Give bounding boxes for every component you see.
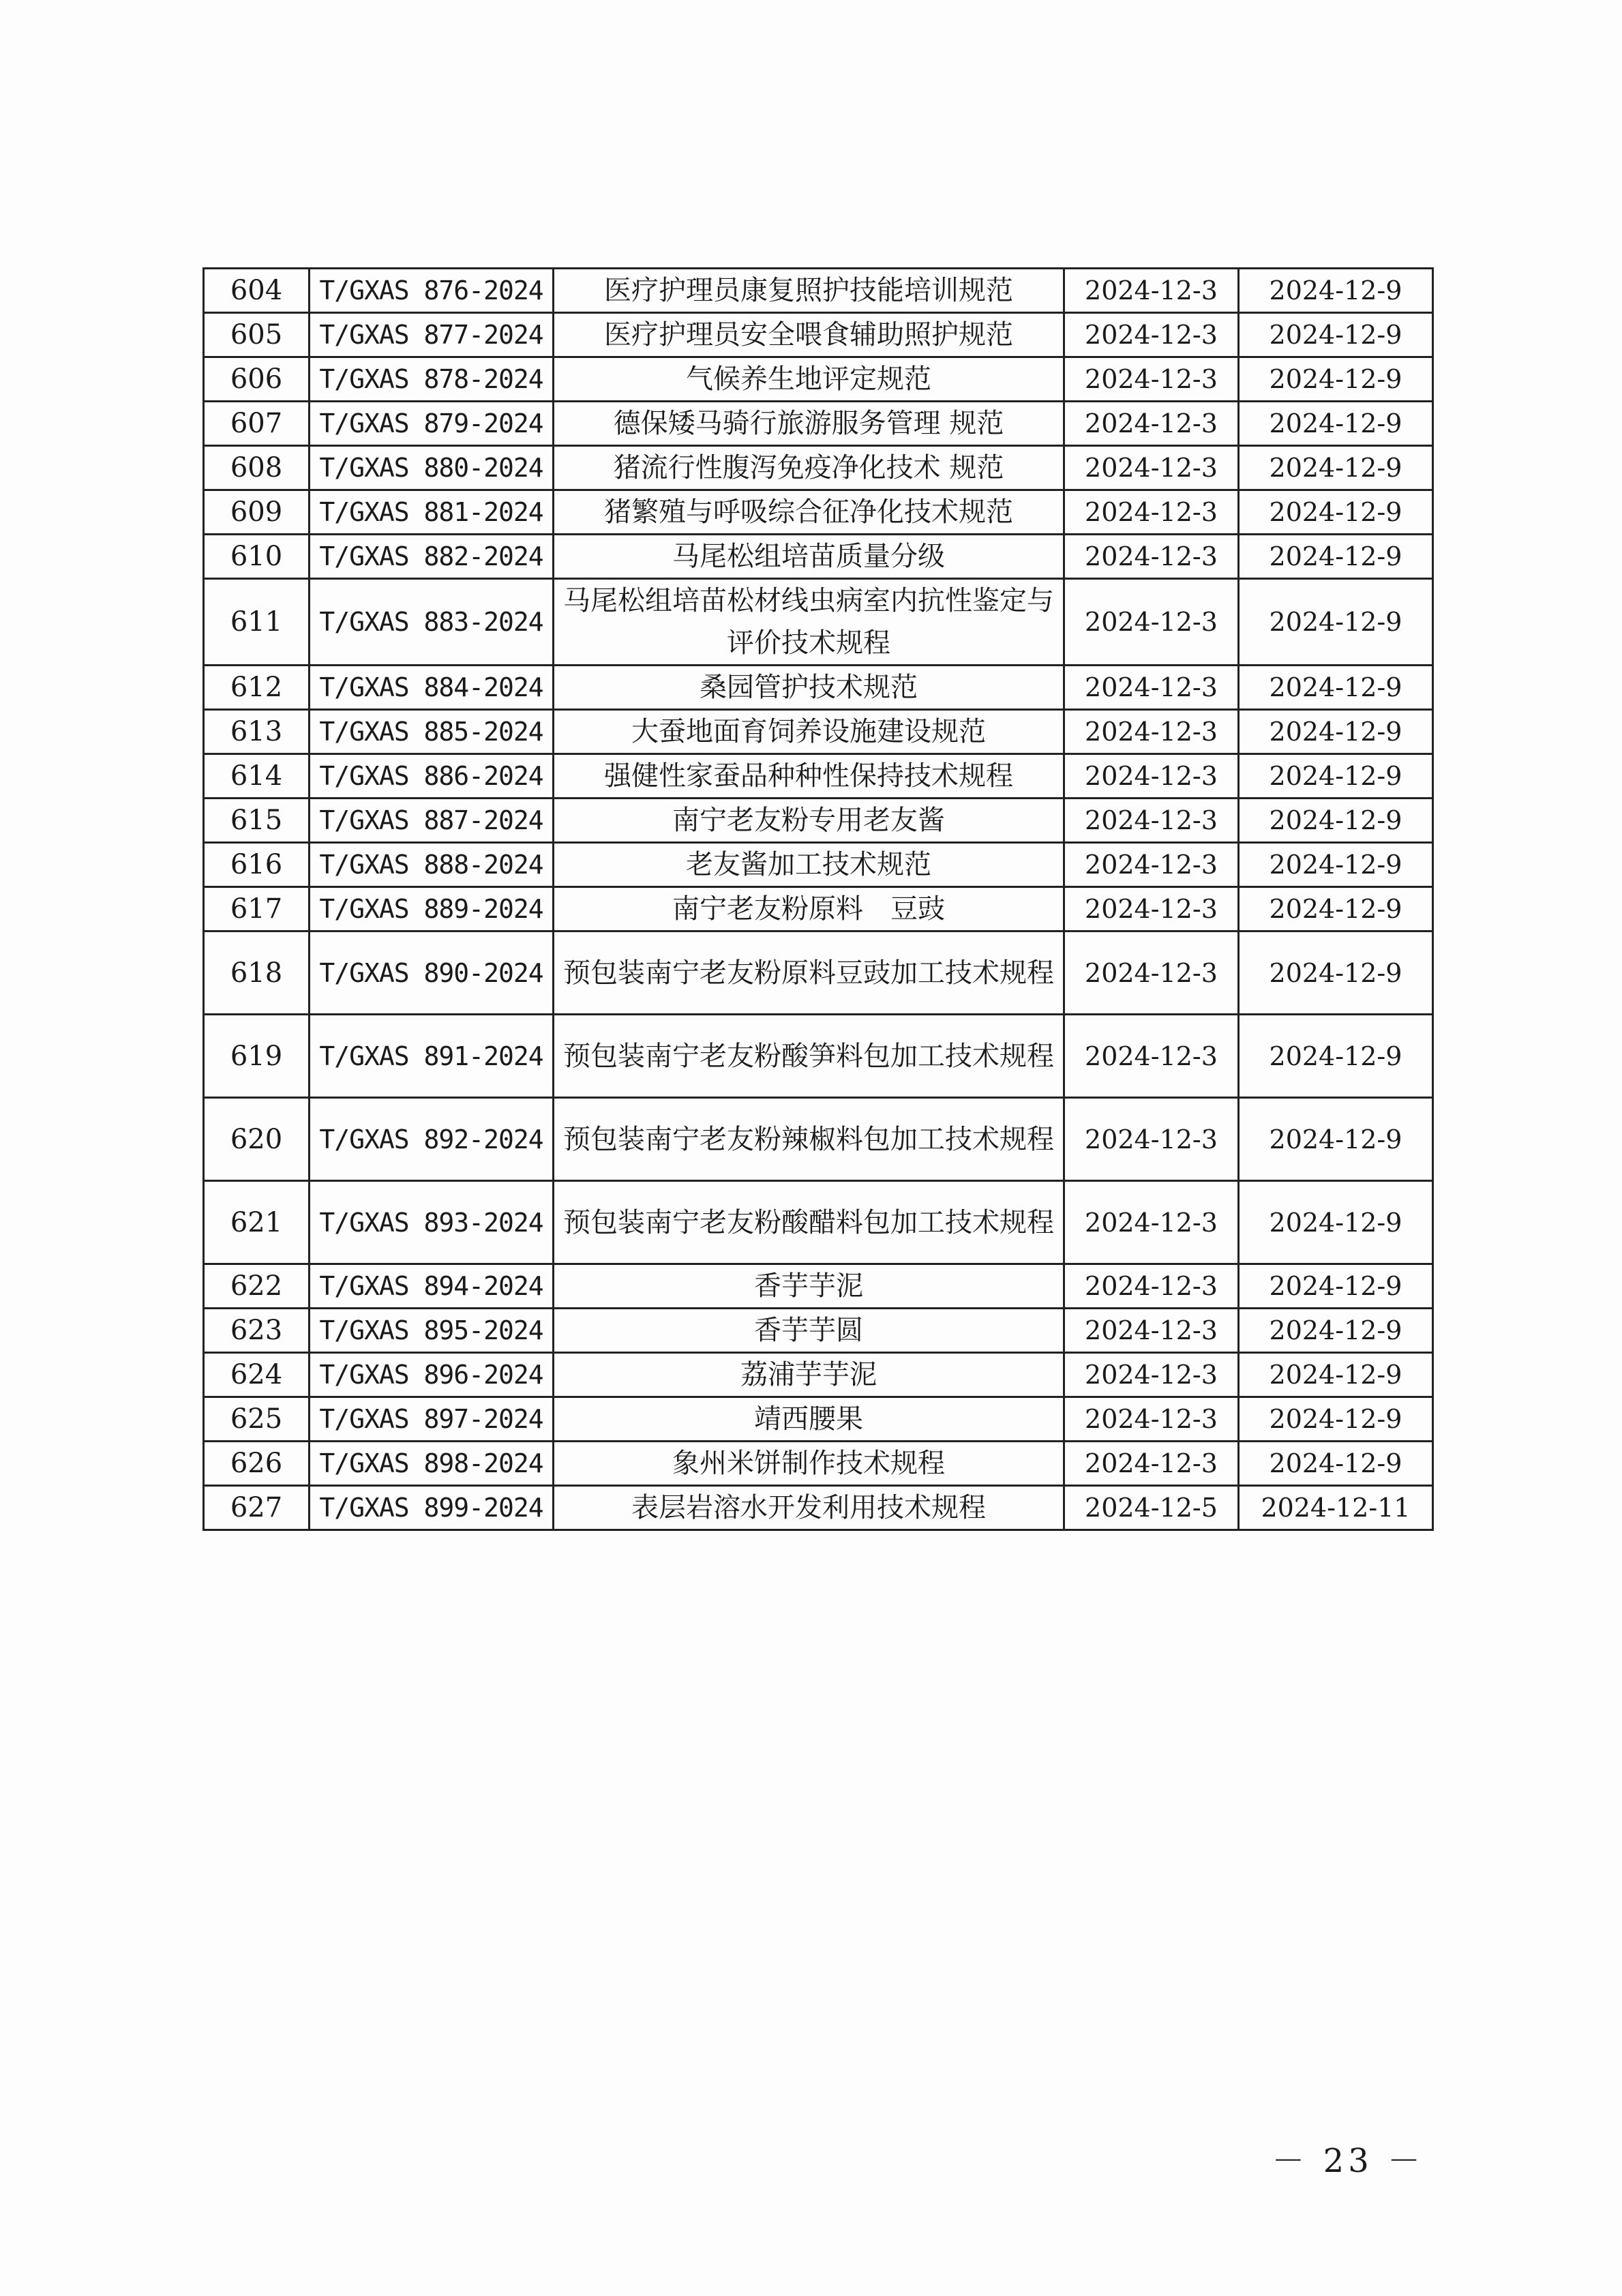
- row-number: 621: [204, 1181, 310, 1264]
- row-number: 617: [204, 887, 310, 931]
- standard-name: 强健性家蚕品种种性保持技术规程: [554, 754, 1064, 799]
- row-number: 605: [204, 313, 310, 357]
- standard-code: T/GXAS 878-2024: [310, 357, 554, 402]
- issue-date: 2024-12-3: [1064, 535, 1239, 579]
- issue-date: 2024-12-3: [1064, 357, 1239, 402]
- effective-date: 2024-12-9: [1239, 843, 1433, 887]
- issue-date: 2024-12-3: [1064, 313, 1239, 357]
- standard-name: 预包装南宁老友粉辣椒料包加工技术规程: [554, 1098, 1064, 1181]
- standard-name: 香芋芋泥: [554, 1264, 1064, 1309]
- standard-code: T/GXAS 877-2024: [310, 313, 554, 357]
- standard-name: 医疗护理员康复照护技能培训规范: [554, 269, 1064, 313]
- standard-name: 老友酱加工技术规范: [554, 843, 1064, 887]
- table-row: [204, 446, 1433, 490]
- standard-code: T/GXAS 889-2024: [310, 887, 554, 931]
- standard-code: T/GXAS 883-2024: [310, 579, 554, 666]
- effective-date: 2024-12-9: [1239, 1397, 1433, 1442]
- effective-date: 2024-12-9: [1239, 887, 1433, 931]
- standard-name: 德保矮马骑行旅游服务管理 规范: [554, 402, 1064, 446]
- table-row: [204, 1098, 1433, 1181]
- issue-date: 2024-12-3: [1064, 710, 1239, 754]
- row-number: 604: [204, 269, 310, 313]
- issue-date: 2024-12-3: [1064, 666, 1239, 710]
- standard-name: 大蚕地面育饲养设施建设规范: [554, 710, 1064, 754]
- row-number: 622: [204, 1264, 310, 1309]
- standard-name: 预包装南宁老友粉酸笋料包加工技术规程: [554, 1015, 1064, 1098]
- row-number: 616: [204, 843, 310, 887]
- standard-code: T/GXAS 880-2024: [310, 446, 554, 490]
- standard-name: 荔浦芋芋泥: [554, 1353, 1064, 1397]
- effective-date: 2024-12-9: [1239, 402, 1433, 446]
- row-number: 624: [204, 1353, 310, 1397]
- standard-code: T/GXAS 887-2024: [310, 799, 554, 843]
- row-number: 627: [204, 1486, 310, 1530]
- standard-code: T/GXAS 890-2024: [310, 931, 554, 1015]
- row-number: 619: [204, 1015, 310, 1098]
- effective-date: 2024-12-9: [1239, 579, 1433, 666]
- standard-code: T/GXAS 894-2024: [310, 1264, 554, 1309]
- effective-date: 2024-12-9: [1239, 1353, 1433, 1397]
- row-number: 613: [204, 710, 310, 754]
- standard-code: T/GXAS 893-2024: [310, 1181, 554, 1264]
- standard-code: T/GXAS 886-2024: [310, 754, 554, 799]
- issue-date: 2024-12-3: [1064, 446, 1239, 490]
- table-row: [204, 357, 1433, 402]
- table-row: [204, 666, 1433, 710]
- table-row: [204, 313, 1433, 357]
- effective-date: 2024-12-9: [1239, 1309, 1433, 1353]
- table-row: [204, 887, 1433, 931]
- standard-name: 象州米饼制作技术规程: [554, 1442, 1064, 1486]
- issue-date: 2024-12-3: [1064, 754, 1239, 799]
- standard-code: T/GXAS 896-2024: [310, 1353, 554, 1397]
- row-number: 610: [204, 535, 310, 579]
- effective-date: 2024-12-11: [1239, 1486, 1433, 1530]
- issue-date: 2024-12-3: [1064, 1015, 1239, 1098]
- page-number: － 23 －: [1272, 2142, 1424, 2180]
- issue-date: 2024-12-3: [1064, 402, 1239, 446]
- issue-date: 2024-12-3: [1064, 269, 1239, 313]
- effective-date: 2024-12-9: [1239, 1098, 1433, 1181]
- issue-date: 2024-12-3: [1064, 887, 1239, 931]
- row-number: 614: [204, 754, 310, 799]
- standard-name: 南宁老友粉专用老友酱: [554, 799, 1064, 843]
- issue-date: 2024-12-3: [1064, 1353, 1239, 1397]
- standard-code: T/GXAS 899-2024: [310, 1486, 554, 1530]
- issue-date: 2024-12-3: [1064, 843, 1239, 887]
- issue-date: 2024-12-3: [1064, 1098, 1239, 1181]
- table-row: [204, 269, 1433, 313]
- standard-code: T/GXAS 898-2024: [310, 1442, 554, 1486]
- standard-name: 表层岩溶水开发利用技术规程: [554, 1486, 1064, 1530]
- row-number: 607: [204, 402, 310, 446]
- standard-name: 气候养生地评定规范: [554, 357, 1064, 402]
- effective-date: 2024-12-9: [1239, 357, 1433, 402]
- standard-name: 马尾松组培苗质量分级: [554, 535, 1064, 579]
- table-row: [204, 1353, 1433, 1397]
- row-number: 626: [204, 1442, 310, 1486]
- standard-name: 医疗护理员安全喂食辅助照护规范: [554, 313, 1064, 357]
- table-row: [204, 1264, 1433, 1309]
- effective-date: 2024-12-9: [1239, 313, 1433, 357]
- issue-date: 2024-12-3: [1064, 931, 1239, 1015]
- table-row: [204, 799, 1433, 843]
- row-number: 612: [204, 666, 310, 710]
- row-number: 609: [204, 490, 310, 535]
- row-number: 620: [204, 1098, 310, 1181]
- standard-name: 马尾松组培苗松材线虫病室内抗性鉴定与评价技术规程: [554, 579, 1064, 666]
- standard-code: T/GXAS 882-2024: [310, 535, 554, 579]
- table-row: [204, 535, 1433, 579]
- standard-code: T/GXAS 884-2024: [310, 666, 554, 710]
- table-row: [204, 843, 1433, 887]
- effective-date: 2024-12-9: [1239, 269, 1433, 313]
- effective-date: 2024-12-9: [1239, 1442, 1433, 1486]
- issue-date: 2024-12-3: [1064, 1309, 1239, 1353]
- issue-date: 2024-12-3: [1064, 1264, 1239, 1309]
- issue-date: 2024-12-3: [1064, 799, 1239, 843]
- row-number: 615: [204, 799, 310, 843]
- standard-name: 猪流行性腹泻免疫净化技术 规范: [554, 446, 1064, 490]
- effective-date: 2024-12-9: [1239, 1181, 1433, 1264]
- standard-name: 香芋芋圆: [554, 1309, 1064, 1353]
- row-number: 611: [204, 579, 310, 666]
- effective-date: 2024-12-9: [1239, 1264, 1433, 1309]
- row-number: 625: [204, 1397, 310, 1442]
- table-row: [204, 1181, 1433, 1264]
- issue-date: 2024-12-3: [1064, 579, 1239, 666]
- standard-code: T/GXAS 897-2024: [310, 1397, 554, 1442]
- table-row: [204, 490, 1433, 535]
- standard-code: T/GXAS 892-2024: [310, 1098, 554, 1181]
- effective-date: 2024-12-9: [1239, 446, 1433, 490]
- standard-name: 桑园管护技术规范: [554, 666, 1064, 710]
- table-row: [204, 1442, 1433, 1486]
- standards-table-body: [204, 269, 1433, 1530]
- table-row: [204, 1486, 1433, 1530]
- effective-date: 2024-12-9: [1239, 490, 1433, 535]
- issue-date: 2024-12-3: [1064, 1397, 1239, 1442]
- table-row: [204, 1015, 1433, 1098]
- table-row: [204, 402, 1433, 446]
- standard-code: T/GXAS 895-2024: [310, 1309, 554, 1353]
- row-number: 606: [204, 357, 310, 402]
- issue-date: 2024-12-3: [1064, 1442, 1239, 1486]
- issue-date: 2024-12-3: [1064, 1181, 1239, 1264]
- row-number: 623: [204, 1309, 310, 1353]
- effective-date: 2024-12-9: [1239, 666, 1433, 710]
- effective-date: 2024-12-9: [1239, 931, 1433, 1015]
- effective-date: 2024-12-9: [1239, 710, 1433, 754]
- row-number: 618: [204, 931, 310, 1015]
- issue-date: 2024-12-3: [1064, 490, 1239, 535]
- effective-date: 2024-12-9: [1239, 754, 1433, 799]
- standard-name: 预包装南宁老友粉原料豆豉加工技术规程: [554, 931, 1064, 1015]
- standards-table: [202, 267, 1434, 1531]
- standard-name: 预包装南宁老友粉酸醋料包加工技术规程: [554, 1181, 1064, 1264]
- standard-code: T/GXAS 891-2024: [310, 1015, 554, 1098]
- row-number: 608: [204, 446, 310, 490]
- table-row: [204, 710, 1433, 754]
- table-row: [204, 1309, 1433, 1353]
- standard-name: 南宁老友粉原料 豆豉: [554, 887, 1064, 931]
- standard-code: T/GXAS 885-2024: [310, 710, 554, 754]
- standard-code: T/GXAS 881-2024: [310, 490, 554, 535]
- standard-code: T/GXAS 879-2024: [310, 402, 554, 446]
- table-row: [204, 931, 1433, 1015]
- effective-date: 2024-12-9: [1239, 799, 1433, 843]
- standard-code: T/GXAS 876-2024: [310, 269, 554, 313]
- table-row: [204, 1397, 1433, 1442]
- standard-code: T/GXAS 888-2024: [310, 843, 554, 887]
- issue-date: 2024-12-5: [1064, 1486, 1239, 1530]
- table-row: [204, 579, 1433, 666]
- effective-date: 2024-12-9: [1239, 535, 1433, 579]
- effective-date: 2024-12-9: [1239, 1015, 1433, 1098]
- standard-name: 靖西腰果: [554, 1397, 1064, 1442]
- table-row: [204, 754, 1433, 799]
- standard-name: 猪繁殖与呼吸综合征净化技术规范: [554, 490, 1064, 535]
